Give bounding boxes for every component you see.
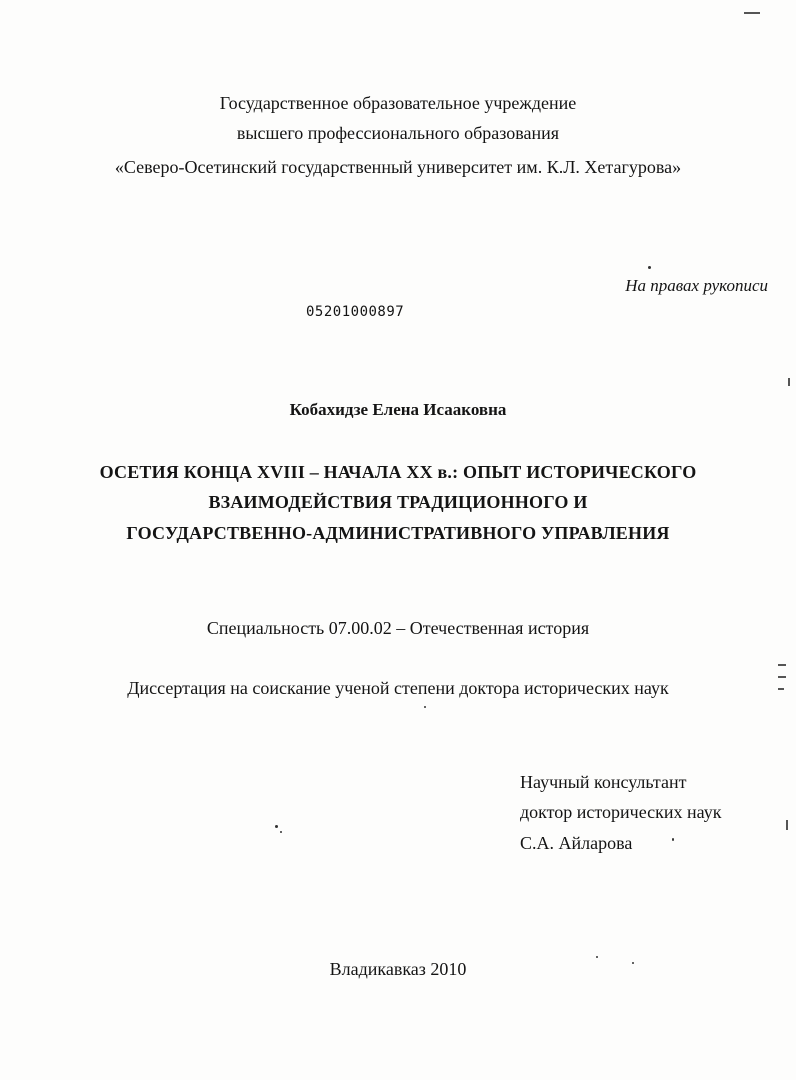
institution-line-2: высшего профессионального образования [236,123,560,143]
consultant-name: С.А. Айларова [520,833,633,853]
scan-speck [648,266,651,269]
scan-speck [280,831,282,833]
scan-speck [275,825,278,828]
scan-mark [744,12,760,14]
document-code: 05201000897 [306,304,405,320]
title-line-1: ОСЕТИЯ КОНЦА XVIII – НАЧАЛА XX в.: ОПЫТ ИСТОРИЧЕСКОГО [99,462,697,482]
scan-speck [672,838,674,841]
consultant-role: Научный консультант [520,772,687,792]
scan-speck [424,706,426,708]
manuscript-note: На правах рукописи [625,276,768,295]
institution-line-3: «Северо-Осетинский государственный университет им. К.Л. Хетагурова» [114,157,682,177]
institution-line-1: Государственное образовательное учреждение [219,93,577,113]
dissertation-statement: Диссертация на соискание ученой степени доктора исторических наук [127,678,669,698]
scan-mark [778,664,786,666]
consultant-degree: доктор исторических наук [520,802,722,822]
city-year: Владикавказ 2010 [329,959,467,979]
specialty: Специальность 07.00.02 – Отечественная история [206,618,590,638]
title-line-3: ГОСУДАРСТВЕННО-АДМИНИСТРАТИВНОГО УПРАВЛЕНИЯ [126,523,670,543]
title-line-2: ВЗАИМОДЕЙСТВИЯ ТРАДИЦИОННОГО И [208,492,588,512]
author-name: Кобахидзе Елена Исааковна [289,400,507,419]
scan-mark [788,378,790,386]
scan-mark [786,820,788,830]
